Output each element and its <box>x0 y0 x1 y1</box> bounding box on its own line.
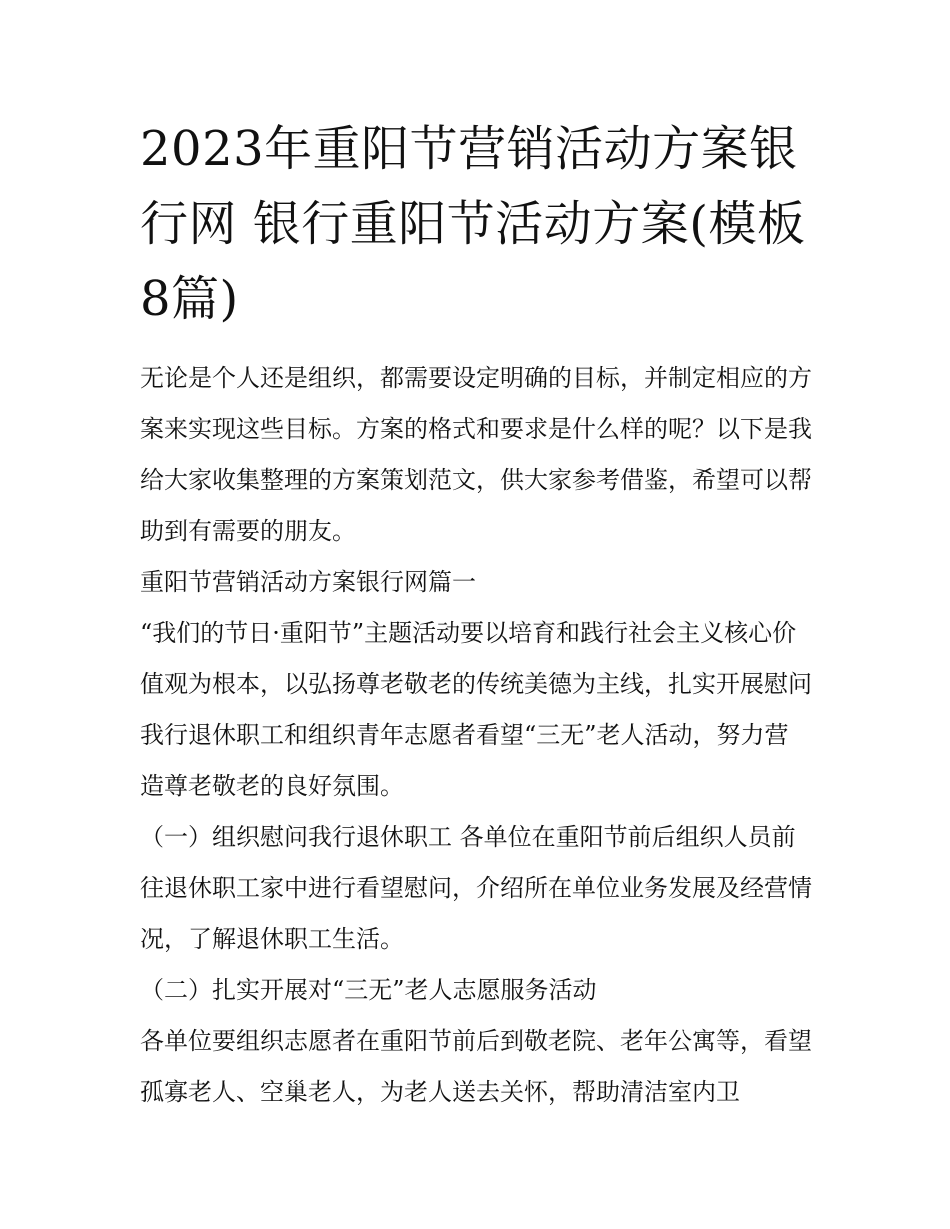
body-paragraph: （一）组织慰问我行退休职工 各单位在重阳节前后组织人员前往退休职工家中进行看望慰问，介绍所在单位业务发展及经营情况，了解退休职工生活。 <box>140 823 812 953</box>
document-page <box>140 112 812 1118</box>
document-title: 2023年重阳节营销活动方案银行网 银行重阳节活动方案(模板8篇) <box>140 121 806 327</box>
intro-paragraph: 无论是个人还是组织，都需要设定明确的目标，并制定相应的方案来实现这些目标。方案的格式和要求是什么样的呢？以下是我给大家收集整理的方案策划范文，供大家参考借鉴，希望可以帮助到有需要的朋友。 <box>140 364 812 545</box>
subsection-heading: （二）扎实开展对“三无”老人志愿服务活动 <box>140 976 597 1004</box>
section-heading: 重阳节营销活动方案银行网篇一 <box>140 568 476 596</box>
body-paragraph: “我们的节日·重阳节”主题活动要以培育和践行社会主义核心价值观为根本，以弘扬尊老敬老的传统美德为主线，扎实开展慰问我行退休职工和组织青年志愿者看望“三无”老人活动，努力营造尊老敬老的良好氛围。 <box>140 619 812 800</box>
title-block <box>140 112 812 337</box>
body-paragraph: 各单位要组织志愿者在重阳节前后到敬老院、老年公寓等，看望孤寡老人、空巢老人，为老人送去关怀，帮助清洁室内卫 <box>140 1027 812 1106</box>
